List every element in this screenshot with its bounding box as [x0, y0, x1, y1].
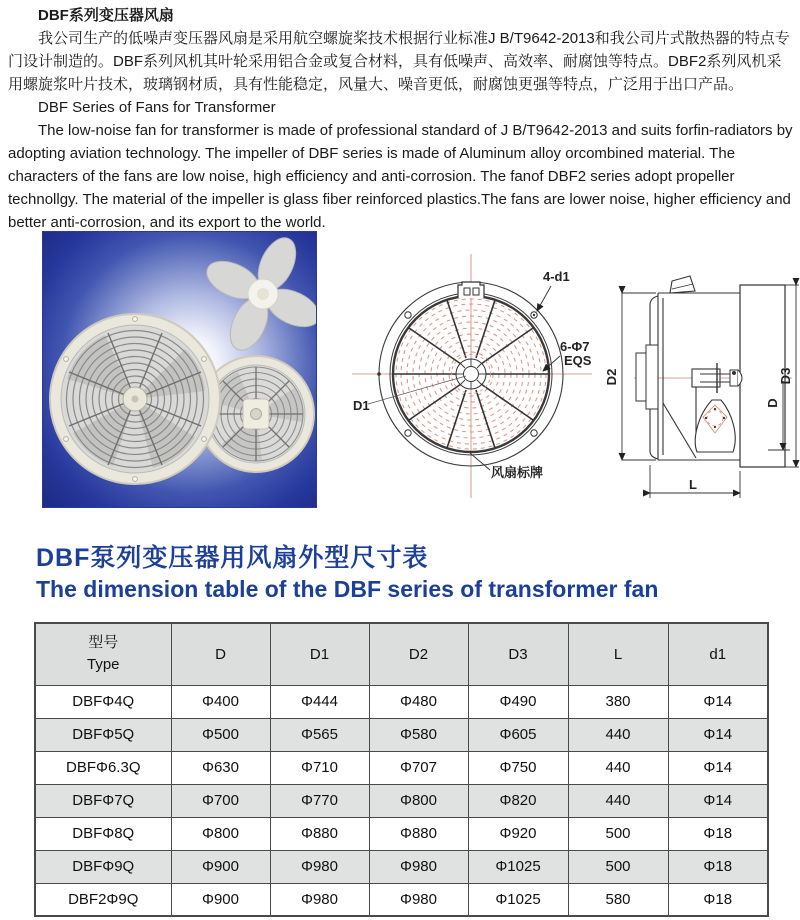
- dim-cell: Φ800: [369, 784, 468, 817]
- dim-cell: Φ18: [668, 817, 768, 850]
- dim-cell: Φ490: [468, 685, 568, 718]
- dim-cell: Φ480: [369, 685, 468, 718]
- product-photo: [42, 231, 317, 508]
- dim-cell: Φ1025: [468, 883, 568, 916]
- dimension-table: [34, 622, 769, 917]
- photo-impeller: [201, 232, 316, 356]
- dim-header-cell: D2: [369, 623, 468, 685]
- dim-cell: Φ605: [468, 718, 568, 751]
- dim-cell: Φ980: [369, 850, 468, 883]
- dim-cell: Φ500: [171, 718, 270, 751]
- intro-section: [8, 4, 794, 234]
- front-label-nameplate: 风扇标牌: [491, 465, 544, 480]
- dim-cell: Φ710: [270, 751, 369, 784]
- table-row: [35, 718, 768, 751]
- dim-cell: Φ980: [270, 850, 369, 883]
- type-header-zh: 型号: [88, 634, 119, 652]
- motor: [692, 363, 742, 393]
- dim-cell: Φ820: [468, 784, 568, 817]
- dim-header-cell: D: [171, 623, 270, 685]
- model-cell: DBF2Φ9Q: [35, 883, 171, 916]
- dim-cell: Φ1025: [468, 850, 568, 883]
- dim-cell: Φ750: [468, 751, 568, 784]
- table-row: [35, 850, 768, 883]
- side-view-drawing: [600, 253, 800, 505]
- side-label-d2: D2: [604, 368, 619, 386]
- model-cell: DBFΦ4Q: [35, 685, 171, 718]
- dim-header-cell: d1: [668, 623, 768, 685]
- model-cell: DBFΦ5Q: [35, 718, 171, 751]
- dim-cell: 440: [568, 718, 668, 751]
- table-row: [35, 751, 768, 784]
- model-cell: DBFΦ6.3Q: [35, 751, 171, 784]
- intro-paragraph-en: The low-noise fan for transformer is made of professional standard of J B/T9642-2013 and suits forfin-radiators by adopting aviation technology. The impeller of DBF series is made of Aluminum alloy orcombined material. The characters of the fans are low noise, high efficiency and anti-corrosion. The fanof DBF2 series adopt propeller technollgy. The material of the impeller is glass fiber reinforced plastics.The fans are lower noise, higher efficiency and better anti-corrosion, and its export to the world.: [8, 122, 793, 231]
- photo-large-fan: [50, 314, 220, 484]
- dim-cell: Φ880: [270, 817, 369, 850]
- dim-cell: 380: [568, 685, 668, 718]
- dim-cell: Φ18: [668, 850, 768, 883]
- dim-cell: 440: [568, 751, 668, 784]
- intro-title-en: DBF Series of Fans for Transformer: [38, 99, 276, 116]
- dim-cell: Φ14: [668, 751, 768, 784]
- side-label-d: D: [765, 398, 780, 408]
- dim-cell: Φ900: [171, 850, 270, 883]
- dim-cell: Φ14: [668, 718, 768, 751]
- dim-cell: Φ770: [270, 784, 369, 817]
- front-label-eqs-2: EQS: [564, 353, 592, 368]
- product-photo-art: [43, 232, 316, 507]
- type-header-cell: [35, 623, 171, 685]
- dim-cell: Φ980: [369, 883, 468, 916]
- dim-cell: 500: [568, 850, 668, 883]
- dim-cell: Φ700: [171, 784, 270, 817]
- intro-title-zh: DBF系列变压器风扇: [38, 7, 174, 24]
- type-header-en: Type: [86, 656, 120, 674]
- front-view-drawing: [348, 252, 600, 500]
- dim-cell: Φ707: [369, 751, 468, 784]
- dim-cell: 580: [568, 883, 668, 916]
- dim-cell: 500: [568, 817, 668, 850]
- dim-cell: Φ14: [668, 685, 768, 718]
- side-label-l: L: [689, 477, 697, 492]
- dim-cell: Φ800: [171, 817, 270, 850]
- front-label-d1: D1: [353, 398, 370, 413]
- dim-header-cell: D1: [270, 623, 369, 685]
- front-label-bolt-holes: 4-d1: [543, 269, 570, 284]
- table-row: [35, 784, 768, 817]
- dim-header-cell: L: [568, 623, 668, 685]
- dim-cell: Φ400: [171, 685, 270, 718]
- model-cell: DBFΦ9Q: [35, 850, 171, 883]
- dim-cell: 440: [568, 784, 668, 817]
- model-cell: DBFΦ7Q: [35, 784, 171, 817]
- table-row: [35, 817, 768, 850]
- dimension-table-body: [35, 685, 768, 916]
- dim-cell: Φ14: [668, 784, 768, 817]
- section-headings: [36, 544, 776, 603]
- terminal-box: [458, 282, 484, 298]
- section-title-en: The dimension table of the DBF series of transformer fan: [36, 576, 659, 602]
- dim-cell: Φ630: [171, 751, 270, 784]
- dim-cell: Φ565: [270, 718, 369, 751]
- table-head-row: [35, 623, 768, 685]
- front-label-eqs-1: 6-Φ7: [560, 339, 590, 354]
- dim-cell: Φ18: [668, 883, 768, 916]
- side-label-d3: D3: [778, 367, 793, 385]
- model-cell: DBFΦ8Q: [35, 817, 171, 850]
- dim-cell: Φ880: [369, 817, 468, 850]
- dim-cell: Φ900: [171, 883, 270, 916]
- table-row: [35, 883, 768, 916]
- table-row: [35, 685, 768, 718]
- dim-cell: Φ980: [270, 883, 369, 916]
- dim-cell: Φ580: [369, 718, 468, 751]
- dim-cell: Φ920: [468, 817, 568, 850]
- section-title-zh: DBF泵列变压器用风扇外型尺寸表: [36, 544, 429, 572]
- dim-header-cell: D3: [468, 623, 568, 685]
- intro-paragraph-zh: 我公司生产的低噪声变压器风扇是采用航空螺旋桨技术根据行业标准J B/T9642-2013和我公司片式散热器的特点专门设计制造的。DBF系列风机其叶轮采用铝合金或复合材料，具有低噪声、高效率、耐腐蚀等特点。DBF2系列风机采用螺旋浆叶片技术，玻璃钢材质，具有性能稳定，风量大、噪音更低，耐腐蚀更强等特点，广泛用于出口产品。: [8, 30, 790, 93]
- dim-cell: Φ444: [270, 685, 369, 718]
